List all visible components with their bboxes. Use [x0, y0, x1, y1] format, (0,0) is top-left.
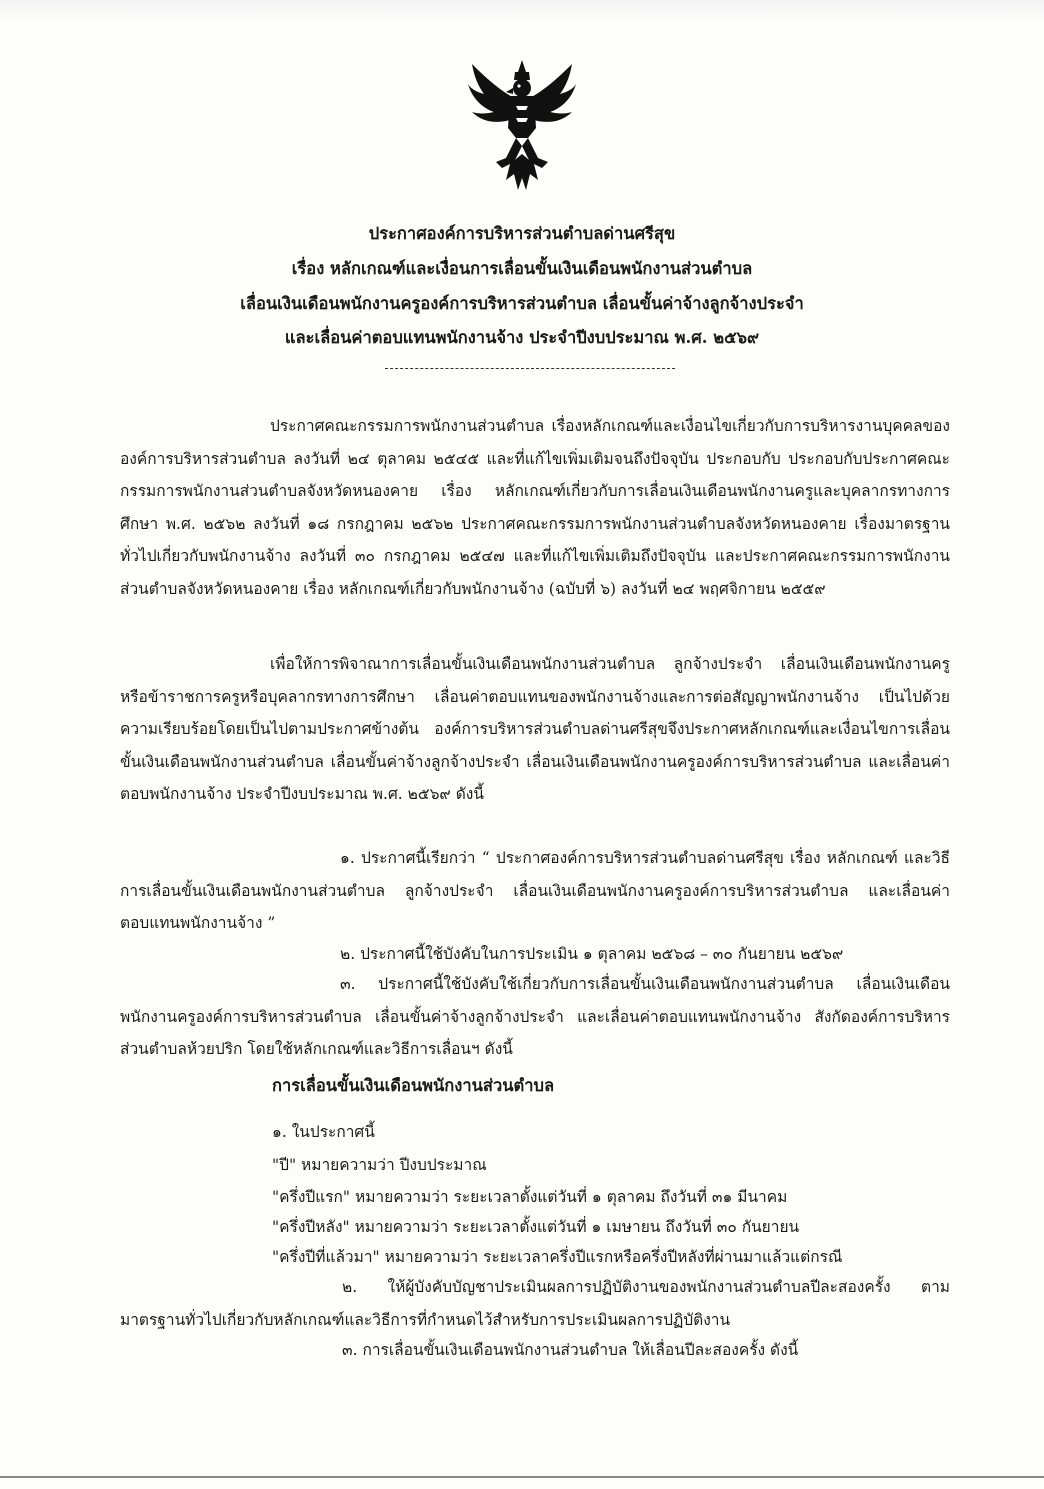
heading-divider	[385, 368, 675, 369]
heading-line-1: ประกาศองค์การบริหารส่วนตำบลด่านศรีสุข	[368, 224, 676, 243]
scan-edge-bottom	[0, 1476, 1044, 1478]
rule-2-text: ๒. ให้ผู้บังคับบัญชาประเมินผลการปฏิบัติงานของพนักงานส่วนตำบลปีละสองครั้ง ตามมาตรฐานทั่วไปเกี่ยวกับหลักเกณฑ์และวิธีการที่กำหนดไว้สำหรับการประเมินผลการปฏิบัติงาน	[120, 1278, 950, 1329]
heading-line-2: เรื่อง หลักเกณฑ์และเงื่อนการเลื่อนขั้นเงินเดือนพนักงานส่วนตำบล	[291, 259, 753, 278]
clause-3-text: ๓. ประกาศนี้ใช้บังคับใช้เกี่ยวกับการเลื่อนขั้นเงินเดือนพนักงานส่วนตำบล เลื่อนเงินเดือนพนักงานครูองค์การบริหารส่วนตำบล เลื่อนขั้นค่าจ้างลูกจ้างประจำ และเลื่อนค่าตอบแทนพนักงานจ้าง สังกัดองค์การบริหารส่วนตำบลห้วยปริก โดยใช้หลักเกณฑ์และวิธีการเลื่อนฯ ดังนี้	[120, 975, 950, 1058]
definition-second-half: "ครึ่งปีหลัง" หมายความว่า ระยะเวลาตั้งแต่วันที่ ๑ เมษายน ถึงวันที่ ๓๐ กันยายน	[272, 1218, 800, 1236]
definition-first-half: "ครึ่งปีแรก" หมายความว่า ระยะเวลาตั้งแต่วันที่ ๑ ตุลาคม ถึงวันที่ ๓๑ มีนาคม	[272, 1188, 788, 1206]
paragraph-preamble	[120, 410, 950, 605]
clause-1-text: ๑. ประกาศนี้เรียกว่า “ ประกาศองค์การบริหารส่วนตำบลด่านศรีสุข เรื่อง หลักเกณฑ์ และวิธีการเลื่อนขั้นเงินเดือนพนักงานส่วนตำบล ลูกจ้างประจำ เลื่อนเงินเดือนพนักงานครูองค์การบริหารส่วนตำบล และเลื่อนค่าตอบแทนพนักงานจ้าง ”	[120, 849, 950, 932]
paragraph-preamble-text: ประกาศคณะกรรมการพนักงานส่วนตำบล เรื่องหลักเกณฑ์และเงื่อนไขเกี่ยวกับการบริหารงานบุคคลขององค์การบริหารส่วนตำบล ลงวันที่ ๒๔ ตุลาคม ๒๕๔๕ และที่แก้ไขเพิ่มเติมจนถึงปัจจุบัน ประกอบกับ ประกอบกับประกาศคณะกรรมการพนักงานส่วนตำบลจังหวัดหนองคาย เรื่อง หลักเกณฑ์เกี่ยวกับการเลื่อนเงินเดือนพนักงานครูและบุคลากรทางการศึกษา พ.ศ. ๒๕๖๒ ลงวันที่ ๑๘ กรกฎาคม ๒๕๖๒ ประกาศคณะกรรมการพนักงานส่วนตำบลจังหวัดหนองคาย เรื่องมาตรฐานทั่วไปเกี่ยวกับพนักงานจ้าง ลงวันที่ ๓๐ กรกฎาคม ๒๕๔๗ และที่แก้ไขเพิ่มเติมถึงปัจจุบัน และประกาศคณะกรรมการพนักงานส่วนตำบลจังหวัดหนองคาย เรื่อง หลักเกณฑ์เกี่ยวกับพนักงานจ้าง (ฉบับที่ ๖) ลงวันที่ ๒๔ พฤศจิกายน ๒๕๕๙	[120, 417, 950, 598]
rule-2	[120, 1271, 950, 1336]
rule-3: ๓. การเลื่อนขั้นเงินเดือนพนักงานส่วนตำบล ให้เลื่อนปีละสองครั้ง ดังนี้	[342, 1341, 799, 1359]
heading-line-4: และเลื่อนค่าตอบแทนพนักงานจ้าง ประจำปีงบประมาณ พ.ศ. ๒๕๖๙	[284, 328, 760, 347]
definition-previous-half: "ครึ่งปีที่แล้วมา" หมายความว่า ระยะเวลาครึ่งปีแรกหรือครึ่งปีหลังที่ผ่านมาแล้วแต่กรณี	[272, 1248, 843, 1266]
definition-intro: ๑. ในประกาศนี้	[272, 1123, 375, 1141]
paragraph-purpose	[120, 648, 950, 811]
paragraph-purpose-text: เพื่อให้การพิจาณาการเลื่อนขั้นเงินเดือนพนักงานส่วนตำบล ลูกจ้างประจำ เลื่อนเงินเดือนพนักงานครูหรือข้าราชการครูหรือบุคลากรทางการศึกษา เลื่อนค่าตอบแทนของพนักงานจ้างและการต่อสัญญาพนักงานจ้าง เป็นไปด้วยความเรียบร้อยโดยเป็นไปตามประกาศข้างต้น องค์การบริหารส่วนตำบลด่านศรีสุขจึงประกาศหลักเกณฑ์และเงื่อนไขการเลื่อนขั้นเงินเดือนพนักงานส่วนตำบล เลื่อนขั้นค่าจ้างลูกจ้างประจำ เลื่อนเงินเดือนพนักงานครูองค์การบริหารส่วนตำบล และเลื่อนค่าตอบพนักงานจ้าง ประจำปีงบประมาณ พ.ศ. ๒๕๖๙ ดังนี้	[120, 655, 950, 803]
clause-2: ๒. ประกาศนี้ใช้บังคับในการประเมิน ๑ ตุลาคม ๒๕๖๘ – ๓๐ กันยายน ๒๕๖๙	[340, 945, 844, 963]
heading-line-3: เลื่อนเงินเดือนพนักงานครูองค์การบริหารส่วนตำบล เลื่อนขั้นค่าจ้างลูกจ้างประจำ	[240, 294, 804, 313]
clause-3	[120, 968, 950, 1066]
section-title: การเลื่อนขั้นเงินเดือนพนักงานส่วนตำบล	[272, 1076, 555, 1095]
clause-1	[120, 842, 950, 940]
scan-edge-top	[0, 0, 1044, 22]
definition-year: "ปี" หมายความว่า ปีงบประมาณ	[272, 1156, 487, 1174]
garuda-emblem-icon	[466, 58, 578, 198]
